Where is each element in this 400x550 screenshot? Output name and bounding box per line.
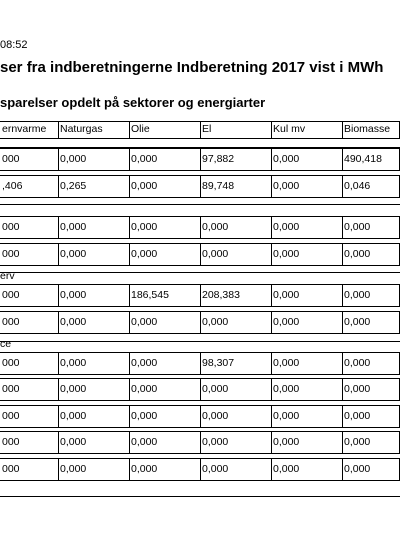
table-cell: 000	[2, 221, 20, 233]
table-cell: 0,000	[131, 383, 158, 395]
table-cell: 0,000	[344, 436, 371, 448]
table-cell: 000	[2, 153, 20, 165]
table-cell: 000	[2, 463, 20, 475]
table-cell: 0,000	[202, 436, 229, 448]
table-cell: 0,000	[131, 153, 158, 165]
table-rule	[0, 265, 400, 266]
table-cell: 0,000	[131, 221, 158, 233]
print-timestamp: 08:52	[0, 39, 28, 51]
table-cell: 0,000	[60, 153, 87, 165]
table-rule	[0, 453, 400, 454]
table-cell: 000	[2, 357, 20, 369]
table-cell: 0,000	[131, 357, 158, 369]
table-cell: 0,000	[131, 410, 158, 422]
table-cell: 208,383	[202, 289, 240, 301]
table-cell: 0,000	[202, 248, 229, 260]
table-cell: 0,000	[60, 410, 87, 422]
table-rule	[0, 306, 400, 307]
table-rule	[0, 333, 400, 334]
column-header: Olie	[131, 123, 150, 135]
table-rule	[0, 197, 400, 198]
table-rule	[0, 138, 400, 139]
table-cell: 0,000	[344, 248, 371, 260]
table-rule	[0, 427, 400, 428]
table-rule	[0, 400, 400, 401]
table-cell: 0,000	[131, 463, 158, 475]
table-cell: 97,882	[202, 153, 235, 165]
column-header: Naturgas	[60, 123, 103, 135]
table-rule	[0, 341, 400, 342]
table-cell: 000	[2, 436, 20, 448]
column-header: ernvarme	[2, 123, 47, 135]
table-cell: 0,000	[60, 436, 87, 448]
table-cell: 0,046	[344, 180, 371, 192]
table-cell: 0,000	[273, 357, 300, 369]
table-cell: 000	[2, 316, 20, 328]
table-cell: 0,000	[273, 180, 300, 192]
table-rule	[0, 204, 400, 205]
table-cell: 0,265	[60, 180, 87, 192]
table-cell: 0,000	[273, 383, 300, 395]
table-cell: 0,000	[60, 248, 87, 260]
table-cell: 0,000	[273, 463, 300, 475]
table-cell: 0,000	[60, 463, 87, 475]
table-rule	[0, 480, 400, 481]
table-cell: 0,000	[202, 410, 229, 422]
table-cell: 000	[2, 383, 20, 395]
table-cell: 0,000	[202, 383, 229, 395]
table-cell: 0,000	[273, 316, 300, 328]
table-cell: 0,000	[344, 221, 371, 233]
table-cell: 490,418	[344, 153, 382, 165]
table-rule	[0, 238, 400, 239]
table-cell: 0,000	[344, 383, 371, 395]
table-cell: 89,748	[202, 180, 235, 192]
table-cell: 0,000	[344, 316, 371, 328]
table-rule	[0, 170, 400, 171]
table-cell: 0,000	[273, 436, 300, 448]
table-rule	[0, 374, 400, 375]
table-cell: 0,000	[60, 289, 87, 301]
table-cell: 186,545	[131, 289, 169, 301]
table-cell: 0,000	[60, 357, 87, 369]
table-cell: 0,000	[60, 221, 87, 233]
sector-label: erv	[0, 270, 15, 282]
table-rule	[0, 272, 400, 273]
table-cell: 0,000	[344, 463, 371, 475]
table-cell: 0,000	[344, 289, 371, 301]
table-cell: 0,000	[131, 316, 158, 328]
table-cell: 0,000	[344, 410, 371, 422]
table-cell: 0,000	[202, 221, 229, 233]
sector-label: ce	[0, 338, 12, 350]
table-cell: ,406	[2, 180, 23, 192]
column-header: Kul mv	[273, 123, 306, 135]
table-cell: 0,000	[202, 316, 229, 328]
table-cell: 000	[2, 410, 20, 422]
table-cell: 0,000	[273, 153, 300, 165]
table-cell: 0,000	[202, 463, 229, 475]
table-cell: 0,000	[60, 383, 87, 395]
table-cell: 0,000	[273, 221, 300, 233]
table-cell: 0,000	[344, 357, 371, 369]
table-rule	[0, 496, 400, 497]
table-cell: 0,000	[60, 316, 87, 328]
table-cell: 0,000	[131, 180, 158, 192]
column-header: Biomasse	[344, 123, 391, 135]
table-cell: 0,000	[273, 410, 300, 422]
table-cell: 0,000	[131, 436, 158, 448]
table-cell: 0,000	[131, 248, 158, 260]
table-cell: 0,000	[273, 248, 300, 260]
report-subtitle: sparelser opdelt på sektorer og energiarter	[0, 95, 266, 110]
table-cell: 000	[2, 289, 20, 301]
table-cell: 0,000	[273, 289, 300, 301]
table-cell: 98,307	[202, 357, 235, 369]
column-header: El	[202, 123, 212, 135]
report-title: ser fra indberetningerne Indberetning 2017 vist i MWh	[0, 59, 384, 76]
table-cell: 000	[2, 248, 20, 260]
